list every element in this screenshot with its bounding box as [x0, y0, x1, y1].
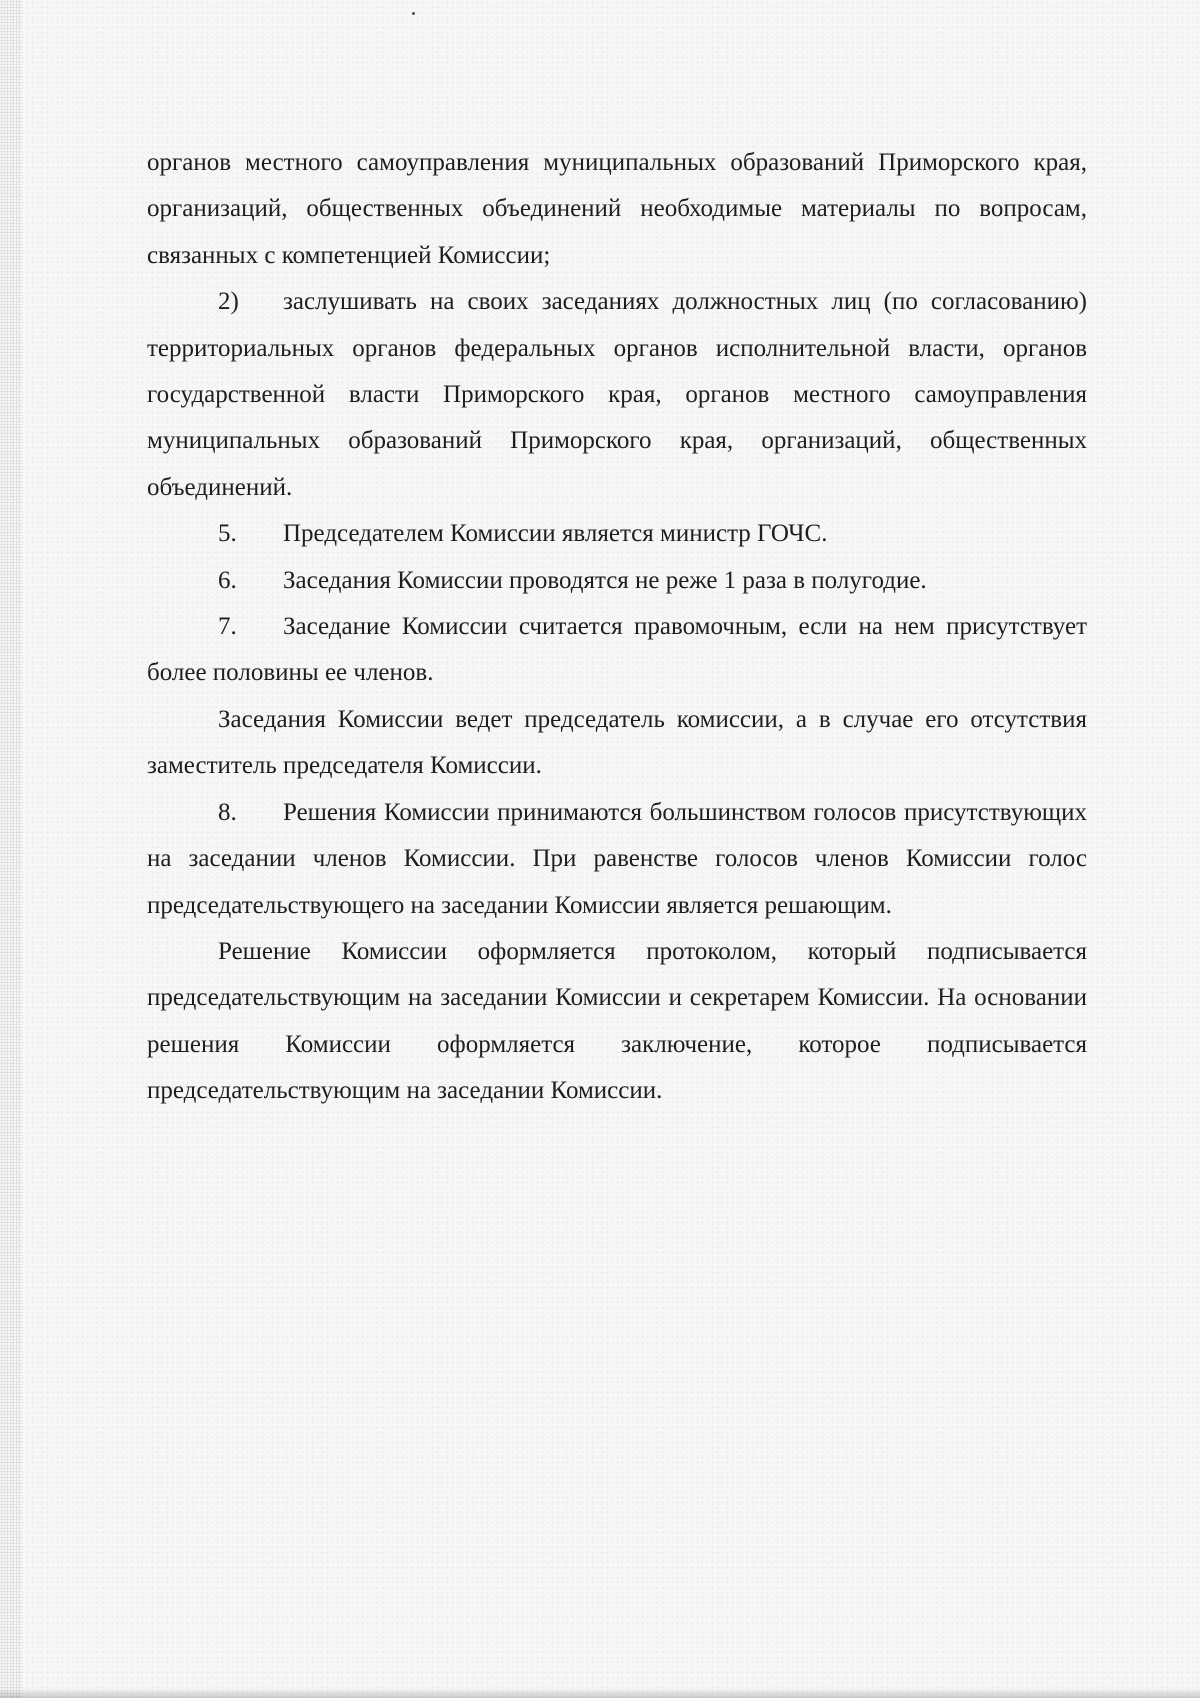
paragraph-number: 6. [218, 566, 237, 594]
paragraph-item-7 [147, 604, 1087, 697]
paragraph-number: 2) [218, 288, 239, 316]
scan-edge-bottom [0, 1688, 1200, 1698]
paragraph-text: заслушивать на своих заседаниях должностных лиц (по согласованию) территориальных органов федеральных органов исполнительной власти, органов государственной власти Приморского края, органов местного самоуправления муниципальных образований Приморского края, организаций, общественных объединений. [147, 288, 1087, 501]
scan-speck [412, 12, 415, 15]
paragraph-continuation [147, 140, 1087, 279]
paragraph-text: Решения Комиссии принимаются большинством голосов присутствующих на заседании членов Комиссии. При равенстве голосов членов Комиссии голос председательствующего на заседании Комиссии является решающим. [147, 798, 1087, 919]
paragraph-decision [147, 929, 1087, 1115]
paragraph-item-8 [147, 790, 1087, 929]
paragraph-item-5 [147, 511, 1087, 557]
paragraph-item-2 [147, 279, 1087, 511]
paragraph-text: Заседания Комиссии проводятся не реже 1 раза в полугодие. [283, 566, 927, 594]
paragraph-number: 8. [218, 798, 237, 826]
paragraph-chair [147, 697, 1087, 790]
paragraph-number: 7. [218, 613, 237, 641]
paragraph-text: Решение Комиссии оформляется протоколом, который подписывается председательствующим на заседании Комиссии и секретарем Комиссии. На основании решения Комиссии оформляется заключение, которое подписывается председательствующим на заседании Комиссии. [147, 937, 1087, 1105]
document-body [147, 140, 1087, 1115]
paragraph-text: Заседание Комиссии считается правомочным, если на нем присутствует более половины ее членов. [147, 613, 1087, 687]
paragraph-text: Председателем Комиссии является министр ГОЧС. [283, 520, 828, 548]
paragraph-item-6 [147, 558, 1087, 604]
scan-edge-left [0, 0, 22, 1698]
paragraph-text: Заседания Комиссии ведет председатель комиссии, а в случае его отсутствия заместитель председателя Комиссии. [147, 705, 1087, 780]
paragraph-text: органов местного самоуправления муниципальных образований Приморского края, организаций, общественных объединений необходимые материалы по вопросам, связанных с компетенцией Комиссии; [147, 149, 1087, 269]
paragraph-number: 5. [218, 520, 237, 548]
